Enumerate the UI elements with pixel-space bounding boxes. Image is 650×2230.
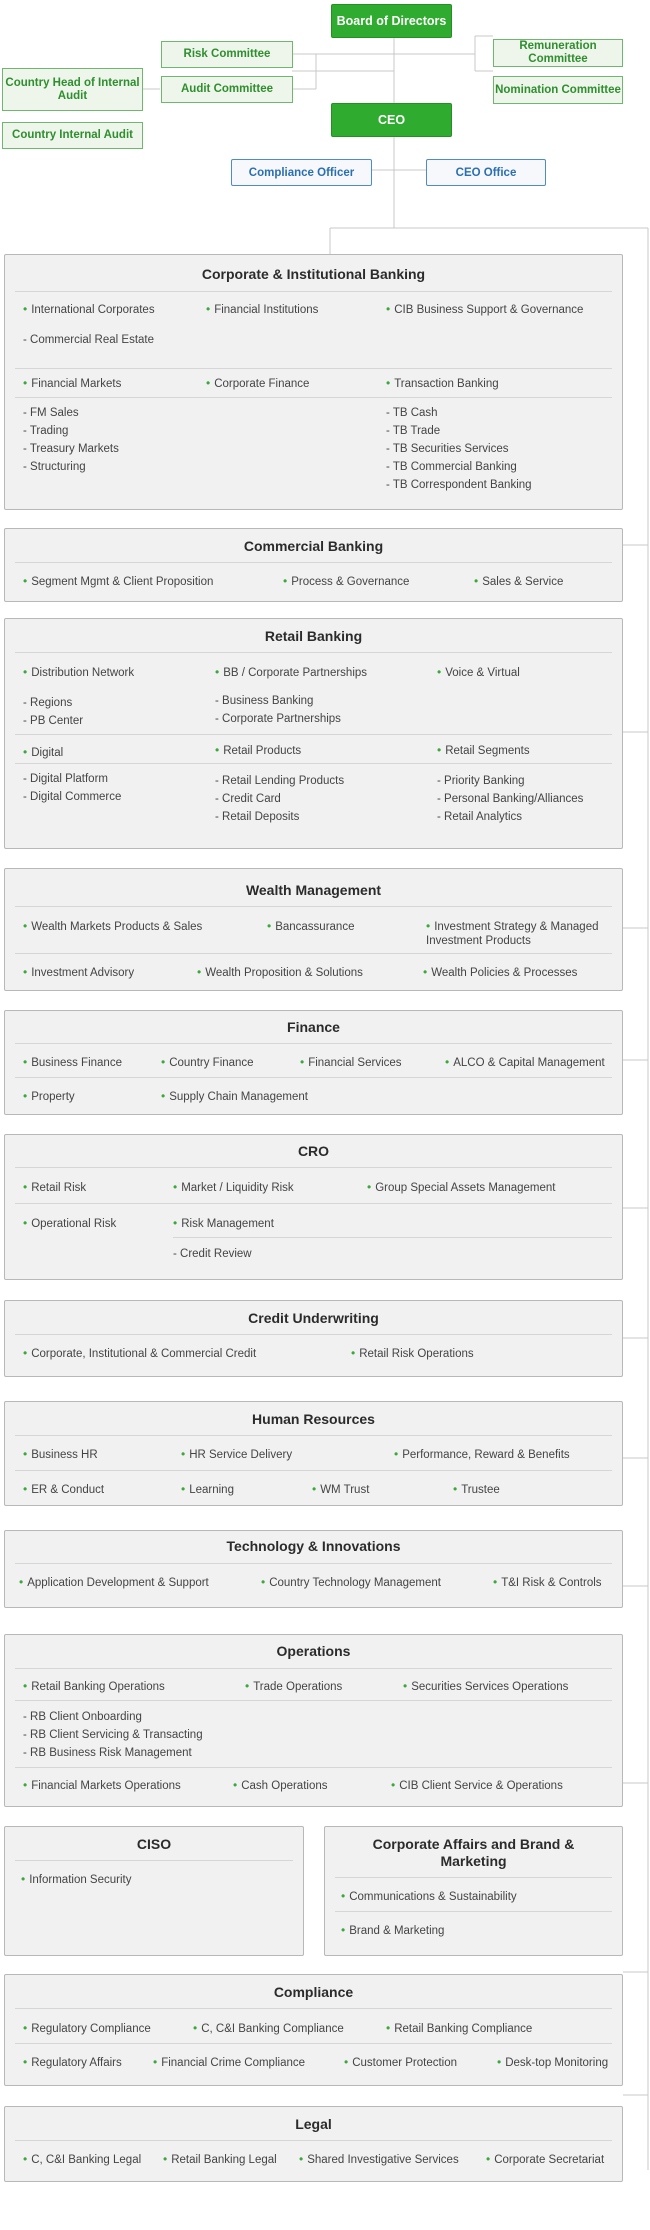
unit-item[interactable]: • Customer Protection: [344, 2055, 457, 2070]
technology-innovations-panel: [4, 1530, 623, 1608]
unit-item[interactable]: • Retail Risk: [23, 1180, 86, 1195]
divider: [15, 1334, 612, 1335]
divider: [15, 2008, 612, 2009]
unit-item[interactable]: • Brand & Marketing: [341, 1923, 444, 1938]
unit-item[interactable]: • Corporate, Institutional & Commercial Credit: [23, 1346, 256, 1361]
wealth-management-panel: [4, 868, 623, 991]
divider: [15, 2140, 612, 2141]
divider: [15, 397, 612, 398]
unit-item[interactable]: • Digital: [23, 745, 63, 760]
divider: [15, 1435, 612, 1436]
ceo-node[interactable]: CEO: [331, 103, 452, 137]
human-resources-panel: [4, 1401, 623, 1506]
sub-item: - Retail Deposits: [215, 811, 300, 823]
divider: [15, 1563, 612, 1564]
unit-item[interactable]: • HR Service Delivery: [181, 1447, 292, 1462]
sub-item: - FM Sales: [23, 407, 79, 419]
unit-item[interactable]: • Distribution Network: [23, 665, 134, 680]
corporate-affairs-panel: [324, 1826, 623, 1956]
unit-item[interactable]: • International Corporates: [23, 302, 155, 317]
unit-item[interactable]: • ALCO & Capital Management: [445, 1055, 605, 1070]
sub-item: - RB Client Onboarding: [23, 1711, 142, 1723]
unit-item[interactable]: • Securities Services Operations: [403, 1679, 568, 1694]
rb-title: Retail Banking: [264, 628, 363, 644]
operations-panel: [4, 1634, 623, 1807]
unit-item[interactable]: • Segment Mgmt & Client Proposition: [23, 574, 213, 589]
unit-item[interactable]: • Communications & Sustainability: [341, 1889, 517, 1904]
unit-item[interactable]: • Investment Advisory: [23, 965, 134, 980]
unit-item[interactable]: • Application Development & Support: [19, 1575, 209, 1590]
unit-item[interactable]: • Retail Risk Operations: [351, 1346, 474, 1361]
ceo-office-node[interactable]: CEO Office: [426, 159, 546, 186]
legal-title: Legal: [295, 2116, 332, 2132]
sub-item: - RB Client Servicing & Transacting: [23, 1729, 203, 1741]
sub-item: - Treasury Markets: [23, 443, 119, 455]
remuneration-committee-node[interactable]: Remuneration Committee: [493, 39, 623, 67]
sub-item: - Credit Review: [173, 1248, 252, 1260]
country-head-internal-audit-node[interactable]: Country Head of Internal Audit: [2, 68, 143, 111]
divider: [15, 562, 612, 563]
divider: [15, 1043, 612, 1044]
unit-item[interactable]: • Business HR: [23, 1447, 98, 1462]
sub-item: - TB Correspondent Banking: [386, 479, 532, 491]
divider: [15, 368, 612, 369]
divider: [15, 2043, 612, 2044]
unit-item[interactable]: • Regulatory Affairs: [23, 2055, 122, 2070]
board-of-directors-node[interactable]: Board of Directors: [331, 4, 452, 38]
sub-item: - Trading: [23, 425, 69, 437]
unit-item[interactable]: • Process & Governance: [283, 574, 409, 589]
cro-title: CRO: [297, 1143, 330, 1159]
sub-item: - Retail Lending Products: [215, 775, 345, 787]
unit-item[interactable]: • Financial Services: [300, 1055, 402, 1070]
unit-item[interactable]: • ER & Conduct: [23, 1482, 104, 1497]
sub-item: - Priority Banking: [437, 775, 525, 787]
audit-committee-node[interactable]: Audit Committee: [161, 76, 293, 103]
sub-item: - Corporate Partnerships: [215, 713, 341, 725]
finance-title: Finance: [287, 1019, 340, 1035]
sub-item: - Retail Analytics: [437, 811, 523, 823]
compliance-title: Compliance: [273, 1984, 354, 2000]
commercial-banking-panel: [4, 528, 623, 602]
divider: [15, 1167, 612, 1168]
unit-item[interactable]: • Shared Investigative Services: [299, 2152, 459, 2167]
cro-panel: [4, 1134, 623, 1280]
sub-item: - PB Center: [23, 715, 84, 727]
ciso-panel: [4, 1826, 304, 1956]
unit-item[interactable]: • Sales & Service: [474, 574, 563, 589]
unit-item[interactable]: • Trade Operations: [245, 1679, 342, 1694]
divider: [15, 1077, 612, 1078]
sub-item: - Digital Commerce: [23, 791, 122, 803]
unit-item[interactable]: • Investment Strategy & Managed Investment Products: [426, 919, 611, 948]
hr-title: Human Resources: [252, 1411, 375, 1427]
unit-item[interactable]: • Country Technology Management: [261, 1575, 441, 1590]
cu-title: Credit Underwriting: [248, 1310, 379, 1326]
divider: [15, 763, 612, 764]
divider: [15, 1668, 612, 1669]
sub-item: - Regions: [23, 697, 73, 709]
unit-item[interactable]: • CIB Client Service & Operations: [391, 1778, 563, 1793]
unit-item[interactable]: • Cash Operations: [233, 1778, 328, 1793]
credit-underwriting-panel: [4, 1300, 623, 1377]
unit-item[interactable]: • C, C&I Banking Legal: [23, 2152, 141, 2167]
unit-item[interactable]: • Retail Banking Legal: [163, 2152, 277, 2167]
divider: [15, 906, 612, 907]
divider: [15, 1767, 612, 1768]
unit-item[interactable]: • BB / Corporate Partnerships: [215, 665, 367, 680]
nomination-committee-node[interactable]: Nomination Committee: [493, 76, 623, 104]
unit-item[interactable]: • Performance, Reward & Benefits: [394, 1447, 570, 1462]
wm-title: Wealth Management: [245, 882, 382, 898]
sub-item: - Structuring: [23, 461, 86, 473]
unit-item[interactable]: • Corporate Finance: [206, 376, 309, 391]
unit-item[interactable]: • Risk Management: [173, 1216, 274, 1231]
divider: [173, 1237, 612, 1238]
unit-item[interactable]: • Group Special Assets Management: [367, 1180, 555, 1195]
risk-committee-node[interactable]: Risk Committee: [161, 41, 293, 68]
unit-item[interactable]: • Learning: [181, 1482, 234, 1497]
unit-item[interactable]: • Retail Products: [215, 743, 301, 758]
sub-item: - Commercial Real Estate: [23, 334, 155, 346]
unit-item[interactable]: • Wealth Markets Products & Sales: [23, 919, 202, 934]
unit-item[interactable]: • Retail Banking Operations: [23, 1679, 165, 1694]
unit-item[interactable]: • Corporate Secretariat: [486, 2152, 604, 2167]
divider: [15, 291, 612, 292]
unit-item[interactable]: • Retail Banking Compliance: [386, 2021, 532, 2036]
unit-item[interactable]: • Business Finance: [23, 1055, 122, 1070]
unit-item[interactable]: • Financial Crime Compliance: [153, 2055, 305, 2070]
unit-item[interactable]: • Financial Markets: [23, 376, 121, 391]
unit-item[interactable]: • T&I Risk & Controls: [493, 1575, 602, 1590]
unit-item[interactable]: • Trustee: [453, 1482, 500, 1497]
sub-item: - RB Business Risk Management: [23, 1747, 192, 1759]
divider: [15, 734, 612, 735]
unit-item[interactable]: • Wealth Proposition & Solutions: [197, 965, 363, 980]
unit-item[interactable]: • Country Finance: [161, 1055, 254, 1070]
unit-item[interactable]: • Financial Markets Operations: [23, 1778, 181, 1793]
divider: [335, 1911, 612, 1912]
divider: [15, 652, 612, 653]
unit-item[interactable]: • CIB Business Support & Governance: [386, 302, 583, 317]
unit-item[interactable]: • Operational Risk: [23, 1216, 116, 1231]
sub-item: - TB Commercial Banking: [386, 461, 517, 473]
divider: [335, 1877, 612, 1878]
divider: [15, 1860, 293, 1861]
sub-item: - Credit Card: [215, 793, 281, 805]
unit-item[interactable]: • Transaction Banking: [386, 376, 499, 391]
cib-panel: [4, 254, 623, 510]
cb-title: Commercial Banking: [243, 538, 384, 554]
unit-item[interactable]: • Regulatory Compliance: [23, 2021, 151, 2036]
unit-item[interactable]: • Wealth Policies & Processes: [423, 965, 577, 980]
sub-item: - Personal Banking/Alliances: [437, 793, 584, 805]
divider: [15, 1700, 612, 1701]
sub-item: - TB Cash: [386, 407, 438, 419]
unit-item[interactable]: • C, C&I Banking Compliance: [193, 2021, 344, 2036]
sub-item: - Business Banking: [215, 695, 314, 707]
unit-item[interactable]: • WM Trust: [312, 1482, 369, 1497]
sub-item: - TB Trade: [386, 425, 441, 437]
unit-item[interactable]: • Information Security: [21, 1872, 131, 1887]
retail-banking-panel: [4, 618, 623, 849]
cib-title: Corporate & Institutional Banking: [201, 266, 426, 282]
legal-panel: [4, 2106, 623, 2182]
divider: [15, 953, 612, 954]
sub-item: - Digital Platform: [23, 773, 108, 785]
country-internal-audit-node[interactable]: Country Internal Audit: [2, 122, 143, 149]
unit-item[interactable]: • Property: [23, 1089, 75, 1104]
unit-item[interactable]: • Bancassurance: [267, 919, 354, 934]
ciso-title: CISO: [136, 1836, 172, 1852]
unit-item[interactable]: • Desk-top Monitoring: [497, 2055, 608, 2070]
unit-item[interactable]: • Market / Liquidity Risk: [173, 1180, 294, 1195]
unit-item[interactable]: • Voice & Virtual: [437, 665, 520, 680]
divider: [15, 1203, 612, 1204]
compliance-officer-node[interactable]: Compliance Officer: [231, 159, 372, 186]
unit-item[interactable]: • Financial Institutions: [206, 302, 318, 317]
ops-title: Operations: [276, 1643, 351, 1659]
sub-item: - TB Securities Services: [386, 443, 509, 455]
unit-item[interactable]: • Supply Chain Management: [161, 1089, 308, 1104]
compliance-panel: [4, 1974, 623, 2086]
ti-title: Technology & Innovations: [226, 1538, 401, 1554]
unit-item[interactable]: • Retail Segments: [437, 743, 530, 758]
divider: [15, 1470, 612, 1471]
finance-panel: [4, 1010, 623, 1115]
cabm-title: Corporate Affairs and Brand & Marketing: [372, 1836, 575, 1869]
